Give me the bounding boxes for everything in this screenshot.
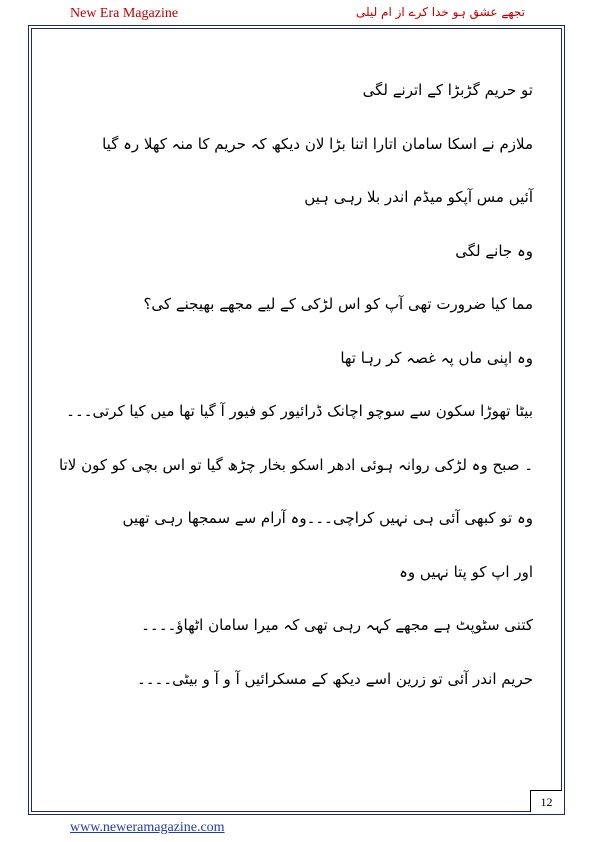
website-link[interactable]: www.neweramagazine.com (70, 820, 225, 835)
paragraph: حریم اندر آئی تو زرین اسے دیکھ کے مسکرائیں آ و آ و بیٹی۔۔۔۔ (136, 669, 533, 688)
paragraph: ۔ صبح وہ لڑکی روانہ ہوئی ادھر اسکو بخار چڑھ گیا تو اس بچی کو کون لاتا (59, 455, 533, 474)
paragraph: وہ تو کبھی آئی ہی نہیں کراچی۔۔۔وہ آرام سے سمجھا رہی تھیں (122, 509, 533, 527)
paragraph: مما کیا ضرورت تھی آپ کو اس لڑکی کے لیے مجھے بھیجنے کی؟ (143, 295, 533, 313)
novel-title: تجھے عشق ہو خدا کرے از ام لیلی (355, 5, 525, 19)
paragraph: وہ جانے لگی (455, 241, 533, 260)
page-number: 12 (530, 790, 562, 812)
paragraph: وہ اپنی ماں پہ غصہ کر رہا تھا (340, 348, 533, 367)
paragraph: بیٹا تھوڑا سکون سے سوچو اچانک ڈرائیور کو فیور آ گیا تھا میں کیا کرتی۔۔۔ (66, 402, 533, 420)
paragraph: ملازم نے اسکا سامان اتارا اتنا بڑا لان دیکھ کہ حریم کا منہ کھلا رہ گیا (102, 134, 533, 153)
story-text (60, 80, 533, 722)
page-header (0, 0, 595, 26)
paragraph: آئیں مس آپکو میڈم اندر بلا رہی ہیں (304, 188, 533, 206)
paragraph: تو حریم گڑبڑا کے اترنے لگی (362, 81, 533, 99)
magazine-name: New Era Magazine (70, 6, 179, 21)
paragraph: اور اپ کو پتا نہیں وہ (399, 562, 533, 581)
paragraph: کتنی سٹوپٹ ہے مجھے کہہ رہی تھی کہ میرا سامان اٹھاؤ۔۔۔۔ (141, 616, 533, 634)
